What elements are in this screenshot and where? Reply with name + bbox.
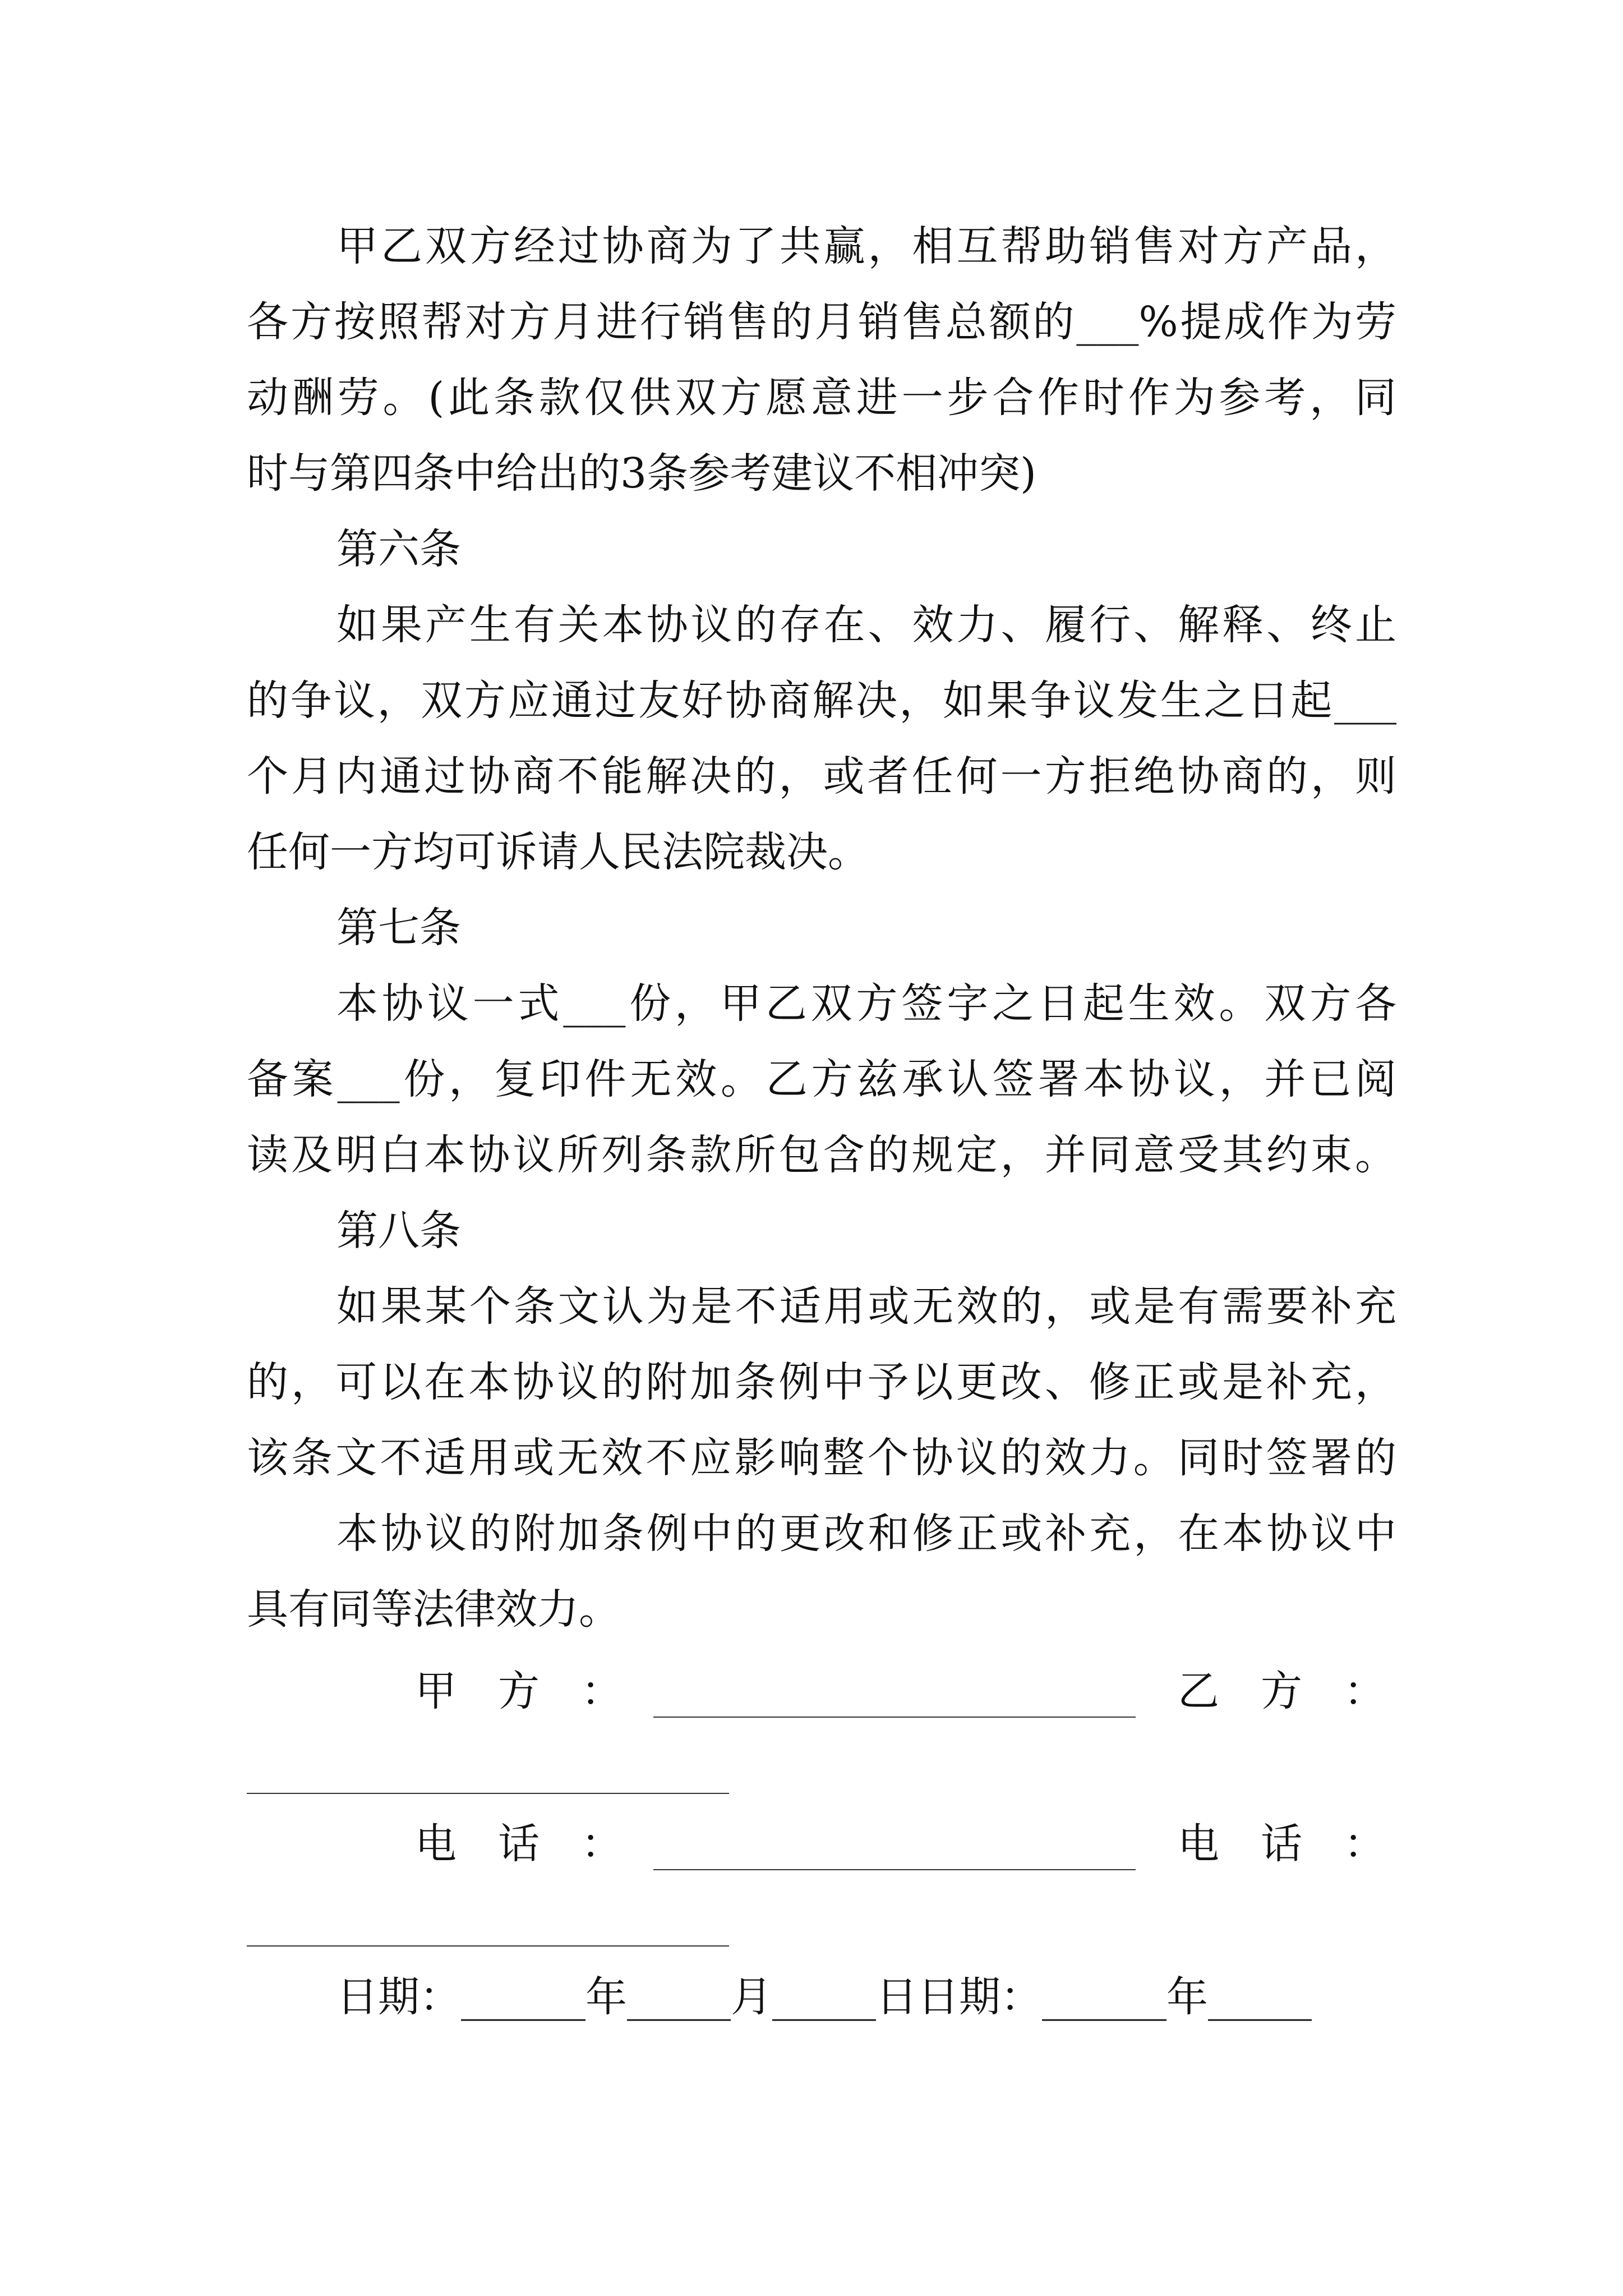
paragraph-intro-line-1: 甲乙双方经过协商为了共赢，相互帮助销售对方产品，: [336, 222, 1396, 270]
party-b-signature-line[interactable]: [247, 1793, 729, 1794]
article-7-line-1: 本协议一式___份，甲乙双方签字之日起生效。双方各: [336, 979, 1396, 1028]
phone-b-label: 电 话 ：: [1178, 1820, 1385, 1868]
article-6-line-2: 的争议，双方应通过友好协商解决，如果争议发生之日起___: [247, 677, 1396, 725]
article-7-line-2: 备案___份，复印件无效。乙方兹承认签署本协议，并已阅: [247, 1055, 1396, 1103]
article-7-line-3: 读及明白本协议所列条款所包含的规定，并同意受其约束。: [247, 1131, 1396, 1179]
party-a-signature-line[interactable]: [653, 1717, 1136, 1718]
article-6-heading: 第六条: [336, 525, 461, 573]
article-6-line-3: 个月内通过协商不能解决的，或者任何一方拒绝协商的，则: [247, 752, 1396, 800]
article-6-line-4: 任何一方均可诉请人民法院裁决。: [247, 828, 869, 876]
phone-b-line[interactable]: [247, 1945, 729, 1947]
paragraph-intro-line-3: 动酬劳。(此条款仅供双方愿意进一步合作时作为参考，同: [247, 374, 1396, 422]
article-8-line-5: 具有同等法律效力。: [247, 1585, 620, 1634]
article-8-line-3: 该条文不适用或无效不应影响整个协议的效力。同时签署的: [247, 1434, 1396, 1482]
article-8-line-4: 本协议的附加条例中的更改和修正或补充，在本协议中: [336, 1510, 1396, 1558]
article-8-heading: 第八条: [336, 1207, 461, 1255]
phone-a-label: 电 话 ：: [415, 1820, 623, 1868]
party-a-label: 甲 方 ：: [415, 1667, 623, 1715]
article-8-line-1: 如果某个条文认为是不适用或无效的，或是有需要补充: [336, 1282, 1396, 1331]
paragraph-intro-line-2: 各方按照帮对方月进行销售的月销售总额的___%提成作为劳: [247, 298, 1396, 346]
date-line: 日期：______年_____月_____日日期：______年_____: [336, 1973, 1312, 2021]
article-8-line-2: 的，可以在本协议的附加条例中予以更改、修正或是补充，: [247, 1358, 1396, 1406]
article-7-heading: 第七条: [336, 904, 461, 952]
party-b-label: 乙 方 ：: [1178, 1667, 1385, 1715]
phone-a-line[interactable]: [653, 1869, 1136, 1870]
article-6-line-1: 如果产生有关本协议的存在、效力、履行、解释、终止: [336, 601, 1396, 649]
paragraph-intro-line-4: 时与第四条中给出的3条参考建议不相冲突): [247, 449, 1036, 498]
